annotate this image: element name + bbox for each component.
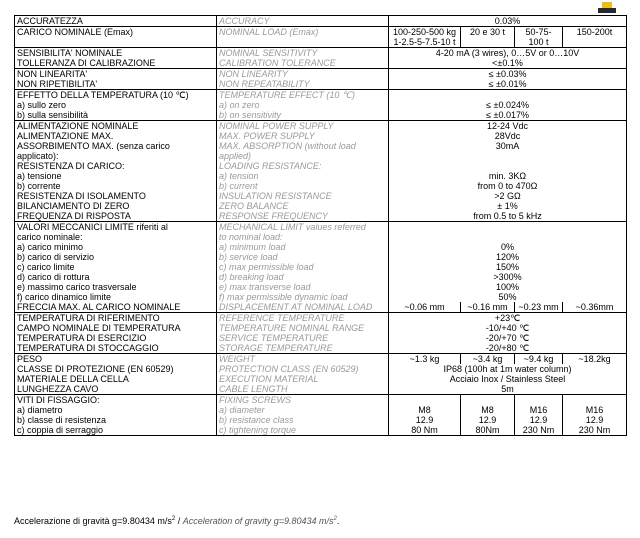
value-cell: <±0.1% — [389, 58, 627, 69]
value-cell: 12.9 — [389, 415, 461, 425]
value-cell: 150% — [389, 262, 627, 272]
label-italian: c) coppia di serraggio — [15, 425, 217, 436]
label-english: a) on zero — [217, 100, 389, 110]
footnote-separator: / — [175, 516, 183, 526]
spec-row — [15, 292, 627, 302]
footnote-italian: Accelerazione di gravità g=9.80434 m/s — [14, 516, 172, 526]
spec-row — [15, 405, 627, 415]
spec-row — [15, 415, 627, 425]
spec-row — [15, 27, 627, 48]
label-english: FIXING SCREWS — [217, 395, 389, 406]
value-cell: ~0.36mm — [563, 302, 627, 313]
label-english: b) resistance class — [217, 415, 389, 425]
value-cell: +23℃ — [389, 313, 627, 324]
label-english: NON LINEARITY — [217, 69, 389, 80]
value-cell: ≤ ±0.024% — [389, 100, 627, 110]
value-cell: ± 1% — [389, 201, 627, 211]
label-italian: RESISTENZA DI ISOLAMENTO — [15, 191, 217, 201]
label-italian: CAMPO NOMINALE DI TEMPERATURA — [15, 323, 217, 333]
value-cell: 5m — [389, 384, 627, 395]
spec-row — [15, 272, 627, 282]
label-english: NOMINAL POWER SUPPLY — [217, 121, 389, 132]
footnote-english: Acceleration of gravity g=9.80434 m/s — [182, 516, 334, 526]
value-cell — [461, 395, 515, 406]
value-cell: Acciaio Inox / Stainless Steel — [389, 374, 627, 384]
label-english: c) max permissible load — [217, 262, 389, 272]
value-cell: 12.9 — [563, 415, 627, 425]
value-cell: M8 — [461, 405, 515, 415]
label-english: SERVICE TEMPERATURE — [217, 333, 389, 343]
label-english: b) on sensitivity — [217, 110, 389, 121]
value-cell: 100-250-500 kg 1-2.5-5-7.5-10 t — [389, 27, 461, 48]
spec-row — [15, 201, 627, 211]
label-english: MAX. ABSORPTION (without load applied) — [217, 141, 389, 161]
spec-row — [15, 100, 627, 110]
label-italian: FREQUENZA DI RISPOSTA — [15, 211, 217, 222]
spec-row — [15, 252, 627, 262]
spec-row — [15, 354, 627, 365]
label-italian: TEMPERATURA DI RIFERIMENTO — [15, 313, 217, 324]
label-english: e) max transverse load — [217, 282, 389, 292]
value-cell: 150-200t — [563, 27, 627, 48]
value-cell — [389, 222, 627, 243]
spec-row — [15, 121, 627, 132]
label-italian: TEMPERATURA DI STOCCAGGIO — [15, 343, 217, 354]
spec-row — [15, 181, 627, 191]
label-english: INSULATION RESISTANCE — [217, 191, 389, 201]
label-english: b) current — [217, 181, 389, 191]
label-italian: a) sullo zero — [15, 100, 217, 110]
spec-row — [15, 79, 627, 90]
value-cell: 30mA — [389, 141, 627, 161]
label-english: NOMINAL LOAD (Emax) — [217, 27, 389, 48]
value-cell — [389, 161, 627, 171]
footnote-tail: . — [336, 516, 340, 526]
value-cell: 0% — [389, 242, 627, 252]
label-english: RESPONSE FREQUENCY — [217, 211, 389, 222]
spec-row — [15, 242, 627, 252]
value-cell — [515, 395, 563, 406]
value-cell: -20/+80 ℃ — [389, 343, 627, 354]
label-english: CALIBRATION TOLERANCE — [217, 58, 389, 69]
brand-logo — [598, 2, 616, 13]
label-italian: ACCURATEZZA — [15, 16, 217, 27]
label-english: TEMPERATURE NOMINAL RANGE — [217, 323, 389, 333]
value-cell: ≤ ±0.017% — [389, 110, 627, 121]
spec-row — [15, 343, 627, 354]
footnote-sup: 2 — [171, 516, 176, 522]
label-english: f) max permissible dynamic load — [217, 292, 389, 302]
value-cell: 230 Nm — [515, 425, 563, 436]
value-cell: ~3.4 kg — [461, 354, 515, 365]
label-italian: VALORI MECCANICI LIMITE riferiti al carico nominale: — [15, 222, 217, 243]
value-cell: M8 — [389, 405, 461, 415]
value-cell: 0.03% — [389, 16, 627, 27]
label-italian: CARICO NOMINALE (Emax) — [15, 27, 217, 48]
value-cell: 120% — [389, 252, 627, 262]
spec-row — [15, 16, 627, 27]
label-italian: CLASSE DI PROTEZIONE (EN 60529) — [15, 364, 217, 374]
label-english: LOADING RESISTANCE: — [217, 161, 389, 171]
spec-row — [15, 58, 627, 69]
label-english: MAX. POWER SUPPLY — [217, 131, 389, 141]
value-cell: 20 e 30 t — [461, 27, 515, 48]
label-italian: FRECCIA MAX. AL CARICO NOMINALE — [15, 302, 217, 313]
label-english: c) tightening torque — [217, 425, 389, 436]
label-english: b) service load — [217, 252, 389, 262]
spec-row — [15, 222, 627, 243]
spec-row — [15, 302, 627, 313]
spec-row — [15, 384, 627, 395]
spec-row — [15, 262, 627, 272]
spec-row — [15, 323, 627, 333]
value-cell: -20/+70 ℃ — [389, 333, 627, 343]
value-cell: ~1.3 kg — [389, 354, 461, 365]
label-english: EXECUTION MATERIAL — [217, 374, 389, 384]
label-italian: RESISTENZA DI CARICO: — [15, 161, 217, 171]
value-cell — [389, 395, 461, 406]
label-english: CABLE LENGTH — [217, 384, 389, 395]
label-italian: PESO — [15, 354, 217, 365]
value-cell: 80Nm — [461, 425, 515, 436]
spec-row — [15, 69, 627, 80]
label-italian: d) carico di rottura — [15, 272, 217, 282]
value-cell: 12-24 Vdc — [389, 121, 627, 132]
value-cell: -10/+40 ℃ — [389, 323, 627, 333]
label-italian: a) carico minimo — [15, 242, 217, 252]
value-cell: from 0 to 470Ω — [389, 181, 627, 191]
label-english: a) minimum load — [217, 242, 389, 252]
value-cell: ≤ ±0.03% — [389, 69, 627, 80]
label-italian: b) sulla sensibilità — [15, 110, 217, 121]
spec-row — [15, 191, 627, 201]
value-cell: ~18.2kg — [563, 354, 627, 365]
label-english: MECHANICAL LIMIT values referred to nominal load: — [217, 222, 389, 243]
value-cell: 230 Nm — [563, 425, 627, 436]
label-italian: VITI DI FISSAGGIO: — [15, 395, 217, 406]
value-cell: ~0.16 mm — [461, 302, 515, 313]
label-english: a) diameter — [217, 405, 389, 415]
label-english: WEIGHT — [217, 354, 389, 365]
spec-row — [15, 374, 627, 384]
value-cell: 12.9 — [461, 415, 515, 425]
label-italian: ALIMENTAZIONE NOMINALE — [15, 121, 217, 132]
label-italian: c) carico limite — [15, 262, 217, 272]
label-italian: f) carico dinamico limite — [15, 292, 217, 302]
value-cell: M16 — [563, 405, 627, 415]
spec-row — [15, 395, 627, 406]
label-italian: NON RIPETIBILITA' — [15, 79, 217, 90]
spec-row — [15, 211, 627, 222]
label-italian: TOLLERANZA DI CALIBRAZIONE — [15, 58, 217, 69]
value-cell: ~9.4 kg — [515, 354, 563, 365]
label-italian: b) classe di resistenza — [15, 415, 217, 425]
value-cell — [563, 395, 627, 406]
spec-row — [15, 364, 627, 374]
label-english: a) tension — [217, 171, 389, 181]
spec-row — [15, 131, 627, 141]
label-italian: a) diametro — [15, 405, 217, 415]
label-italian: e) massimo carico trasversale — [15, 282, 217, 292]
label-english: d) breaking load — [217, 272, 389, 282]
value-cell: IP68 (100h at 1m water column) — [389, 364, 627, 374]
label-italian: b) carico di servizio — [15, 252, 217, 262]
spec-table — [14, 15, 627, 436]
value-cell: 12.9 — [515, 415, 563, 425]
footnote — [14, 516, 339, 526]
label-english: REFERENCE TEMPERATURE — [217, 313, 389, 324]
label-italian: a) tensione — [15, 171, 217, 181]
spec-row — [15, 110, 627, 121]
label-italian: SENSIBILITA' NOMINALE — [15, 48, 217, 59]
label-english: PROTECTION CLASS (EN 60529) — [217, 364, 389, 374]
label-italian: ALIMENTAZIONE MAX. — [15, 131, 217, 141]
label-english: TEMPERATURE EFFECT (10 ℃) — [217, 90, 389, 101]
label-english: NON REPEATABILITY — [217, 79, 389, 90]
label-italian: LUNGHEZZA CAVO — [15, 384, 217, 395]
value-cell: 4-20 mA (3 wires), 0…5V or 0…10V — [389, 48, 627, 59]
label-italian: NON LINEARITA' — [15, 69, 217, 80]
label-italian: ASSORBIMENTO MAX. (senza carico applicato): — [15, 141, 217, 161]
spec-row — [15, 171, 627, 181]
label-english: STORAGE TEMPERATURE — [217, 343, 389, 354]
label-italian: BILANCIAMENTO DI ZERO — [15, 201, 217, 211]
label-italian: MATERIALE DELLA CELLA — [15, 374, 217, 384]
value-cell: M16 — [515, 405, 563, 415]
value-cell: ~0.23 mm — [515, 302, 563, 313]
label-english: DISPLACEMENT AT NOMINAL LOAD — [217, 302, 389, 313]
spec-row — [15, 425, 627, 436]
label-english: ZERO BALANCE — [217, 201, 389, 211]
label-italian: TEMPERATURA DI ESERCIZIO — [15, 333, 217, 343]
value-cell: >300% — [389, 272, 627, 282]
value-cell: 28Vdc — [389, 131, 627, 141]
footnote-en-sup: 2 — [333, 516, 337, 522]
spec-row — [15, 333, 627, 343]
value-cell: ~0.06 mm — [389, 302, 461, 313]
value-cell: 80 Nm — [389, 425, 461, 436]
value-cell: 50% — [389, 292, 627, 302]
value-cell: from 0.5 to 5 kHz — [389, 211, 627, 222]
label-english: NOMINAL SENSITIVITY — [217, 48, 389, 59]
value-cell: ≤ ±0.01% — [389, 79, 627, 90]
spec-row — [15, 141, 627, 161]
spec-row — [15, 48, 627, 59]
value-cell: >2 GΩ — [389, 191, 627, 201]
label-italian: EFFETTO DELLA TEMPERATURA (10 ℃) — [15, 90, 217, 101]
label-english: ACCURACY — [217, 16, 389, 27]
value-cell: 50-75- 100 t — [515, 27, 563, 48]
spec-row — [15, 90, 627, 101]
spec-row — [15, 161, 627, 171]
value-cell — [389, 90, 627, 101]
spec-row — [15, 313, 627, 324]
spec-row — [15, 282, 627, 292]
value-cell: 100% — [389, 282, 627, 292]
value-cell: min. 3KΩ — [389, 171, 627, 181]
label-italian: b) corrente — [15, 181, 217, 191]
